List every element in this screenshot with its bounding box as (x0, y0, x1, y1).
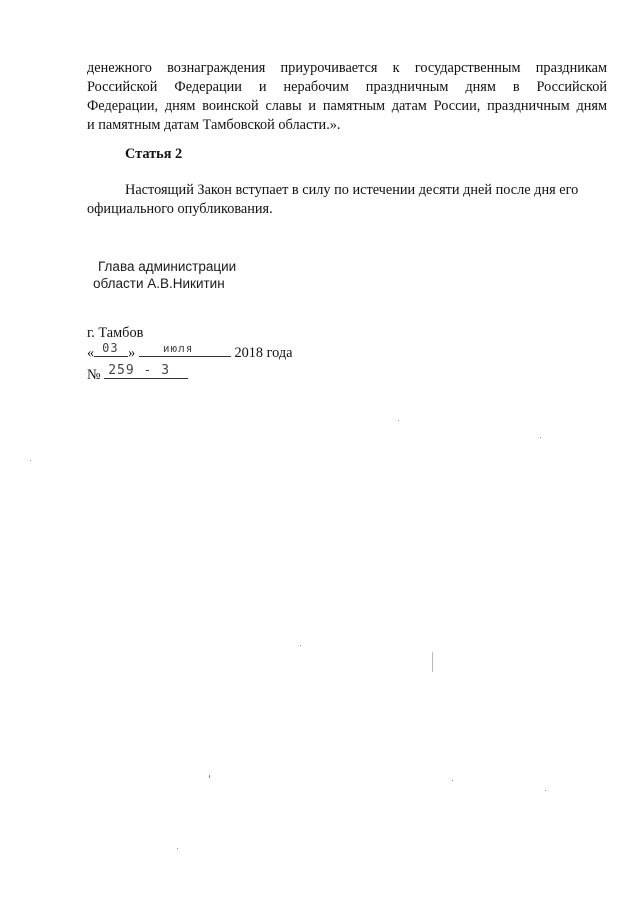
place-of-signing: г. Тамбов (87, 325, 144, 341)
date-day-field (94, 342, 128, 357)
date-day-value: 03 (102, 341, 119, 355)
number-sign: № (87, 367, 101, 383)
scan-speck (432, 652, 433, 672)
signatory-title: Глава администрации (98, 259, 237, 274)
scan-speck (300, 645, 301, 646)
scan-speck (540, 437, 541, 438)
date-close-quote: » (128, 345, 136, 361)
date-year: 2018 года (234, 345, 293, 361)
date-month-value: июля (162, 342, 194, 355)
scan-speck (452, 780, 453, 781)
scan-speck (177, 848, 178, 849)
article-heading: Статья 2 (125, 146, 183, 162)
law-number (87, 364, 188, 384)
scan-speck (209, 775, 210, 778)
paragraph-line: денежного вознаграждения приурочивается к государственным праздникам (87, 60, 607, 76)
scan-speck (398, 420, 399, 421)
law-number-field (104, 364, 188, 379)
signing-date (87, 342, 293, 362)
article-text-line: Настоящий Закон вступает в силу по истечении десяти дней после дня его (125, 182, 579, 198)
signatory-name: области А.В.Никитин (93, 276, 225, 291)
amendment-paragraph-continuation (87, 59, 607, 135)
law-number-value: 259 - 3 (108, 363, 171, 378)
scan-speck (545, 790, 546, 791)
article-text (87, 181, 609, 219)
date-month-field (139, 342, 231, 357)
article-text-line: официального опубликования. (87, 201, 273, 217)
paragraph-line: Федерации, дням воинской славы и памятным датам России, праздничным дням (87, 98, 607, 114)
date-open-quote: « (87, 345, 95, 361)
scan-speck (30, 460, 31, 461)
paragraph-line: и памятным датам Тамбовской области.». (87, 117, 341, 133)
paragraph-line: Российской Федерации и нерабочим праздничным дням в Российской (87, 79, 607, 95)
